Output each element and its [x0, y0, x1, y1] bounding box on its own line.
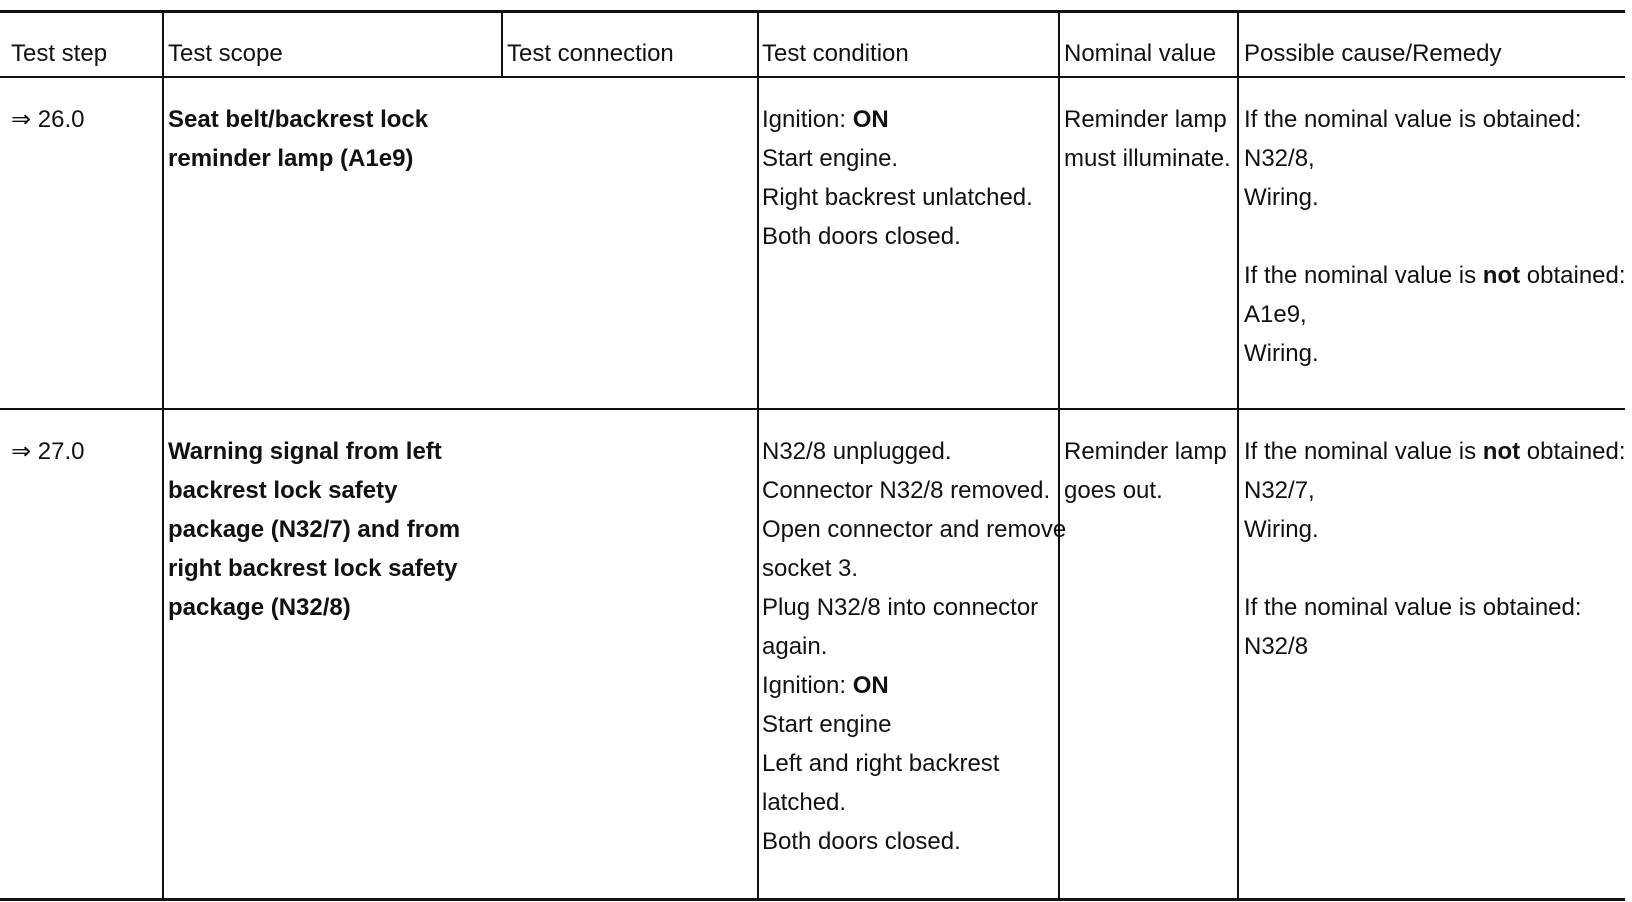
cause-heading-emphasis: not: [1482, 438, 1521, 465]
cause-item: N32/8,: [1244, 145, 1315, 172]
nominal-value-cell: [1064, 432, 1227, 510]
test-scope-line: package (N32/7) and from: [168, 516, 461, 543]
ignition-label: Ignition:: [762, 672, 853, 699]
test-condition-cell: [762, 432, 1066, 861]
cause-item: A1e9,: [1244, 301, 1307, 328]
ignition-value: ON: [852, 672, 889, 699]
ignition-label: Ignition:: [762, 106, 853, 133]
table-row: [0, 410, 1625, 898]
nominal-value-cell: [1064, 100, 1231, 178]
test-table: [0, 10, 1625, 902]
condition-line: Open connector and remove: [762, 516, 1067, 543]
nominal-line: must illuminate.: [1064, 145, 1231, 172]
cause-item: Wiring.: [1244, 516, 1319, 543]
cause-item: Wiring.: [1244, 340, 1319, 367]
condition-line: N32/8 unplugged.: [762, 438, 952, 465]
condition-line: Connector N32/8 removed.: [762, 477, 1051, 504]
cause-heading: If the nominal value is obtained:: [1244, 106, 1582, 133]
table-row: [0, 78, 1625, 408]
possible-cause-cell: [1244, 432, 1626, 666]
spacer: [1244, 549, 1626, 588]
cause-heading: If the nominal value is obtained:: [1244, 594, 1582, 621]
test-step-number: ⇒ 27.0: [11, 438, 85, 465]
nominal-line: goes out.: [1064, 477, 1163, 504]
cause-heading: [1244, 256, 1626, 295]
nominal-line: Reminder lamp: [1064, 438, 1227, 465]
cause-heading-text: obtained:: [1520, 262, 1626, 289]
ignition-value: ON: [852, 106, 889, 133]
header-possible-cause: Possible cause/Remedy: [1244, 40, 1502, 67]
ignition-line: [762, 666, 1066, 705]
cause-heading-text: If the nominal value is: [1244, 438, 1483, 465]
header-test-scope: Test scope: [168, 40, 283, 67]
header-nominal-value: Nominal value: [1064, 40, 1217, 67]
condition-line: Both doors closed.: [762, 828, 961, 855]
test-scope-line: right backrest lock safety: [168, 555, 458, 582]
spacer: [1244, 217, 1626, 256]
cause-item: N32/7,: [1244, 477, 1315, 504]
test-scope-cell: [168, 100, 428, 178]
header-test-connection: Test connection: [507, 40, 674, 67]
condition-line: socket 3.: [762, 555, 859, 582]
nominal-line: Reminder lamp: [1064, 106, 1227, 133]
condition-line: latched.: [762, 789, 847, 816]
test-step-number: ⇒ 26.0: [11, 106, 85, 133]
test-scope-line: Seat belt/backrest lock: [168, 106, 429, 133]
condition-line: Start engine: [762, 711, 892, 738]
table-bottom-rule: [0, 898, 1625, 901]
condition-line: Start engine.: [762, 145, 899, 172]
cause-heading-emphasis: not: [1482, 262, 1521, 289]
condition-line: Plug N32/8 into connector: [762, 594, 1039, 621]
header-test-step: Test step: [11, 40, 108, 67]
cause-item: Wiring.: [1244, 184, 1319, 211]
test-scope-cell: [168, 432, 460, 627]
test-scope-line: backrest lock safety: [168, 477, 398, 504]
possible-cause-cell: [1244, 100, 1626, 373]
test-step-cell: [11, 100, 85, 139]
test-scope-line: package (N32/8): [168, 594, 351, 621]
condition-line: Right backrest unlatched.: [762, 184, 1033, 211]
test-scope-line: reminder lamp (A1e9): [168, 145, 414, 172]
cause-heading-text: obtained:: [1520, 438, 1626, 465]
condition-line: Both doors closed.: [762, 223, 961, 250]
cause-heading-text: If the nominal value is: [1244, 262, 1483, 289]
cause-item: N32/8: [1244, 633, 1309, 660]
test-condition-cell: [762, 100, 1033, 256]
condition-line: again.: [762, 633, 828, 660]
test-step-cell: [11, 432, 85, 471]
ignition-line: [762, 100, 1033, 139]
table-header-row: [0, 13, 1625, 76]
condition-line: Left and right backrest: [762, 750, 1000, 777]
header-test-condition: Test condition: [762, 40, 909, 67]
test-scope-line: Warning signal from left: [168, 438, 442, 465]
cause-heading: [1244, 432, 1626, 471]
